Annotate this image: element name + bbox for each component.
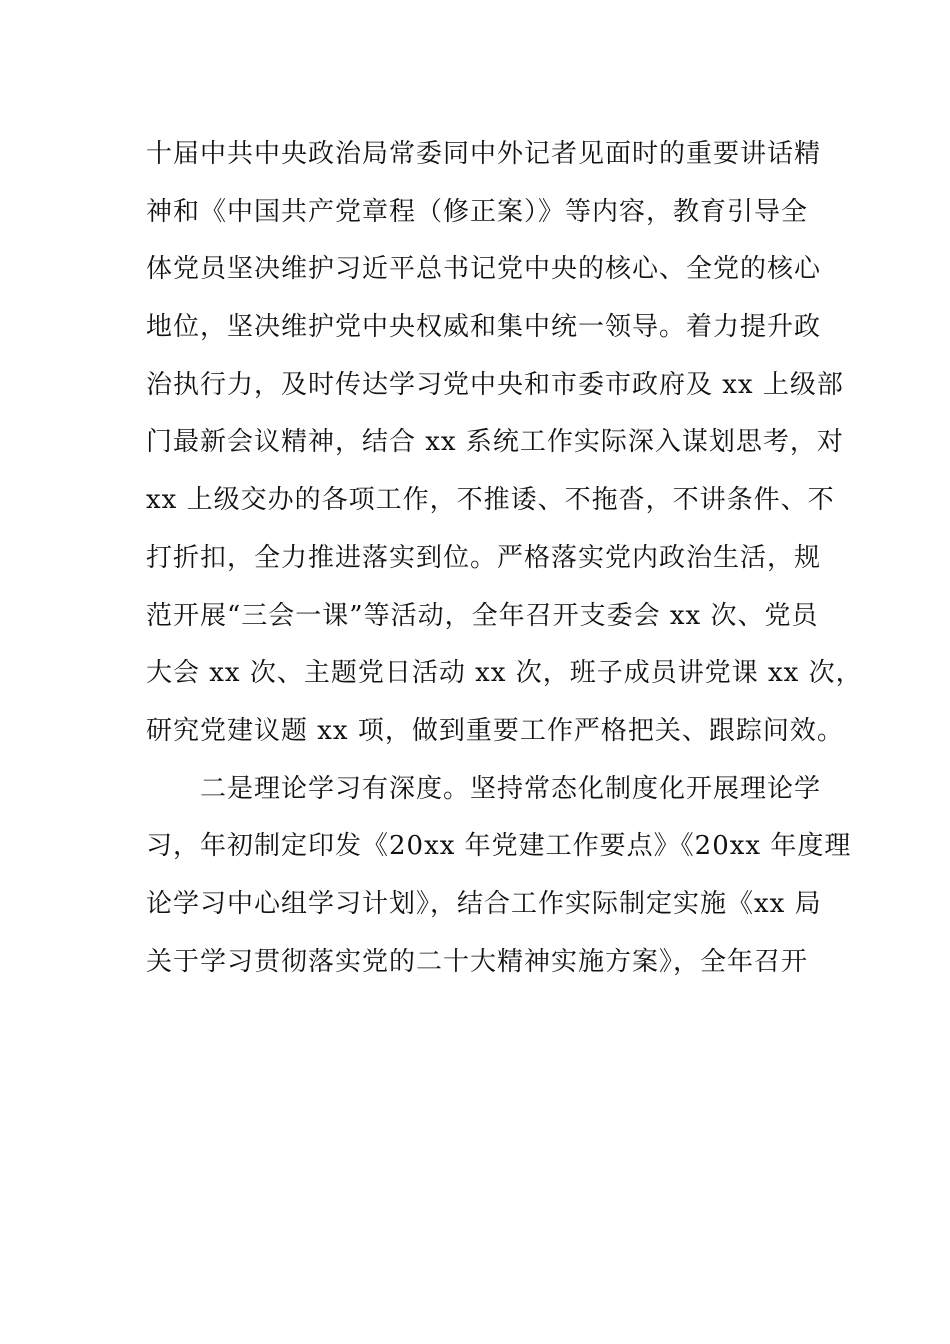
text-line-6: 门最新会议精神，结合 xx 系统工作实际深入谋划思考，对	[146, 427, 844, 458]
body-text	[146, 131, 863, 996]
text-line-4: 地位，坚决维护党中央权威和集中统一领导。着力提升政	[146, 312, 822, 343]
text-line-12: 二是理论学习有深度。坚持常态化制度化开展理论学	[200, 773, 822, 804]
text-line-14: 论学习中心组学习计划》，结合工作实际制定实施《xx 局	[146, 888, 822, 919]
text-line-8: 打折扣，全力推进落实到位。严格落实党内政治生活，规	[146, 542, 822, 573]
text-line-11: 研究党建议题 xx 项，做到重要工作严格把关、跟踪问效。	[146, 715, 844, 746]
text-line-2: 神和《中国共产党章程（修正案）》等内容，教育引导全	[146, 196, 809, 227]
text-line-7: xx 上级交办的各项工作，不推诿、不拖沓，不讲条件、不	[146, 485, 835, 516]
text-line-9: 范开展“三会一课”等活动，全年召开支委会 xx 次、党员	[146, 600, 819, 631]
text-line-5: 治执行力，及时传达学习党中央和市委市政府及 xx 上级部	[146, 369, 844, 400]
text-line-3: 体党员坚决维护习近平总书记党中央的核心、全党的核心	[146, 254, 822, 285]
text-line-1: 十届中共中央政治局常委同中外记者见面时的重要讲话精	[146, 139, 822, 169]
text-line-15: 关于学习贯彻落实党的二十大精神实施方案》，全年召开	[146, 946, 809, 977]
text-line-10: 大会 xx 次、主题党日活动 xx 次，班子成员讲党课 xx 次，	[146, 658, 863, 689]
text-line-13: 习，年初制定印发《20xx 年党建工作要点》《20xx 年度理	[146, 831, 852, 862]
